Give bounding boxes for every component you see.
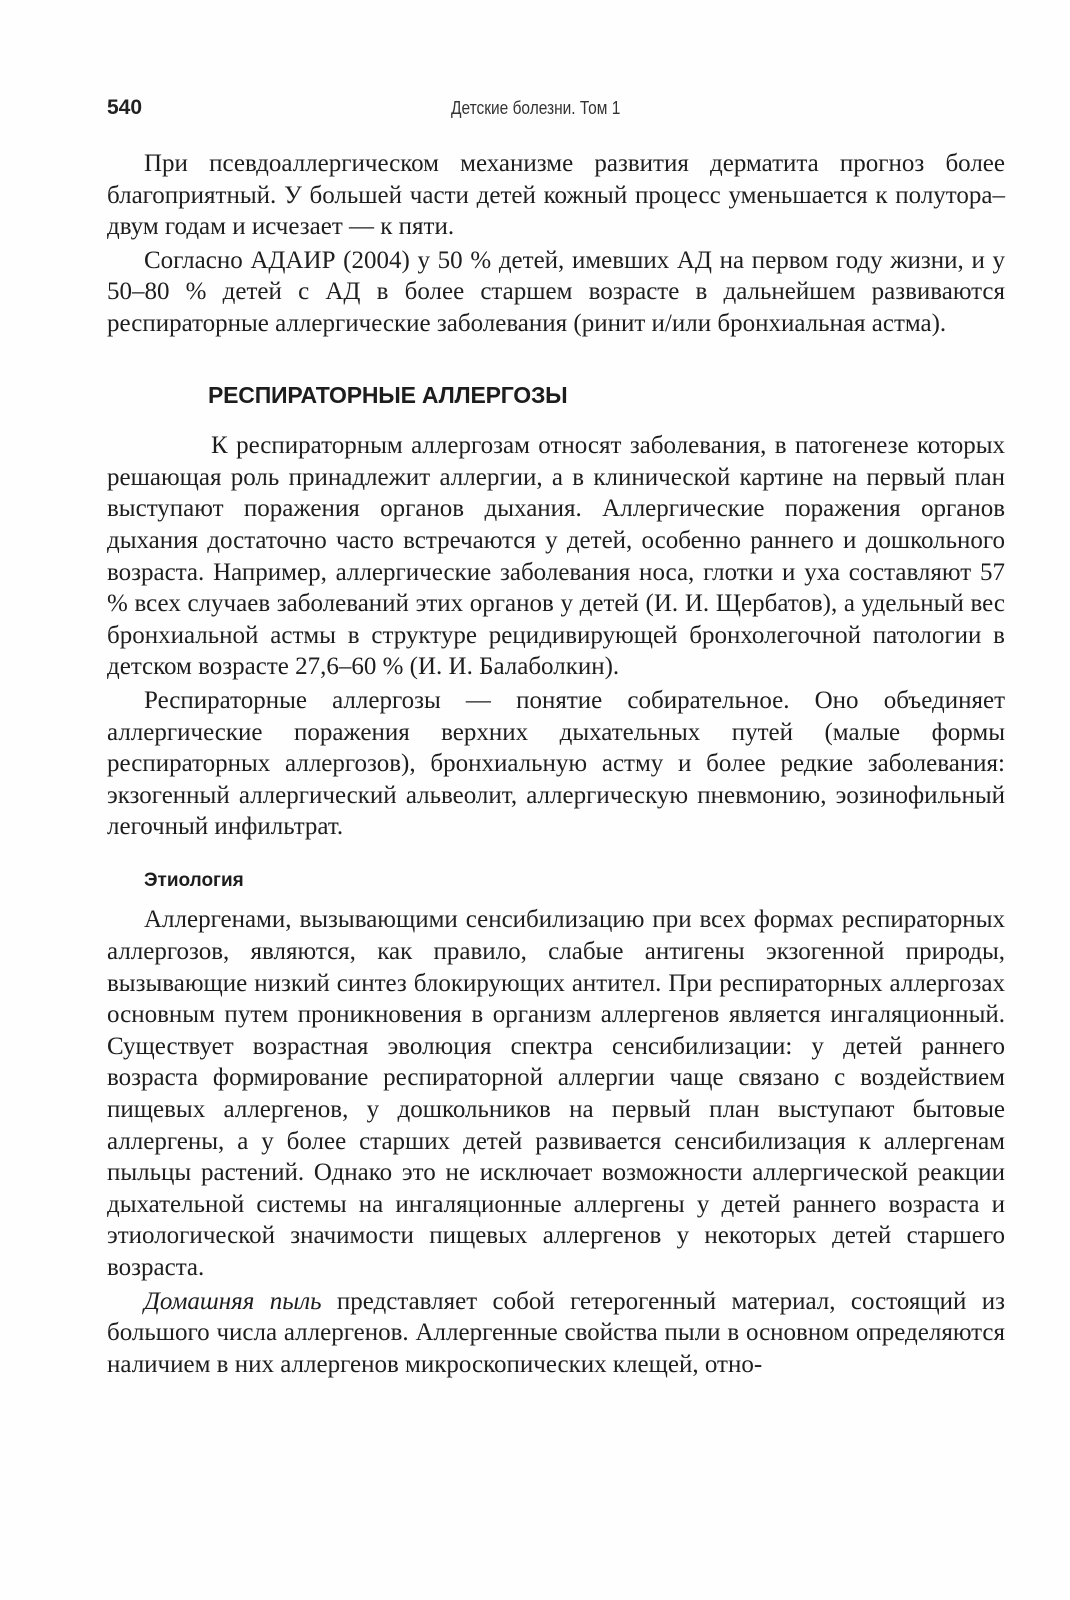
paragraph-etiology: Аллергенами, вызывающими сенсибилизацию при всех формах респираторных аллергозов, являются, как правило, слабые антигены экзогенной природы, вызывающие низкий синтез блокирующих антител. При респираторных аллергозах основным путем проникновения в организм аллергенов является ингаляционный. Существует возрастная эволюция спектра сенсибилизации: у детей раннего возраста формирование респираторной аллергии чаще связано с воздействием пищевых аллергенов, у дошкольников на первый план выступают бытовые аллергены, а у более старших детей развивается сенсибилизация к аллергенам пыльцы растений. Однако это не исключает возможности аллергической реакции дыхательной системы на ингаляционные аллергены у детей раннего возраста и этиологической значимости пищевых аллергенов у некоторых детей старшего возраста. [107,906,1005,1281]
running-title: Детские болезни. Том 1 [451,98,621,118]
term-house-dust: Домашняя пыль [144,1287,322,1315]
paragraph-respiratory-collective: Респираторные аллергозы — понятие собирательное. Оно объединяет аллергические поражения верхних дыхательных путей (малые формы респираторных аллергозов), бронхиальную астму и более редкие заболевания: экзогенный аллергический альвеолит, аллергическую пневмонию, эозинофильный легочный инфильтрат. [107,686,1005,841]
page-header [107,96,1007,130]
subsection-title: Этиология [144,869,244,891]
paragraph-respiratory-definition: К респираторным аллергозам относят заболевания, в патогенезе которых решающая роль принадлежит аллергии, а в клинической картине на первый план выступают поражения органов дыхания. Аллергические поражения органов дыхания достаточно часто встречаются у детей, особенно раннего и дошкольного возраста. Например, аллергические заболевания носа, глотки и уха составляют 57 % всех случаев заболеваний этих органов у детей (И. И. Щербатов), а удельный вес бронхиальной астмы в структуре рецидивирующей бронхолегочной патологии в детском возрасте 27,6–60 % (И. И. Балаболкин). [107,432,1005,681]
paragraph-dermatitis-prognosis: При псевдоаллергическом механизме развития дерматита прогноз более благоприятный. У большей части детей кожный процесс уменьшается к полутора–двум годам и исчезает — к пяти. [107,150,1005,241]
section-title: РЕСПИРАТОРНЫЕ АЛЛЕРГОЗЫ [208,381,568,408]
paragraph-house-dust [107,1286,1005,1381]
paragraph-adair-statistics: Согласно АДАИР (2004) у 50 % детей, имевших АД на первом году жизни, и у 50–80 % детей с АД в более старшем возрасте в дальнейшем развиваются респираторные аллергические заболевания (ринит и/или бронхиальная астма). [107,246,1005,337]
page-number: 540 [107,96,143,119]
page-body [107,148,1005,1382]
house-dust-text: представляет собой гетерогенный материал, состоящий из большого числа аллергенов. Аллергенные свойства пыли в основном определяются наличием в них аллергенов микроскопических клещей, отно- [107,1287,1005,1378]
